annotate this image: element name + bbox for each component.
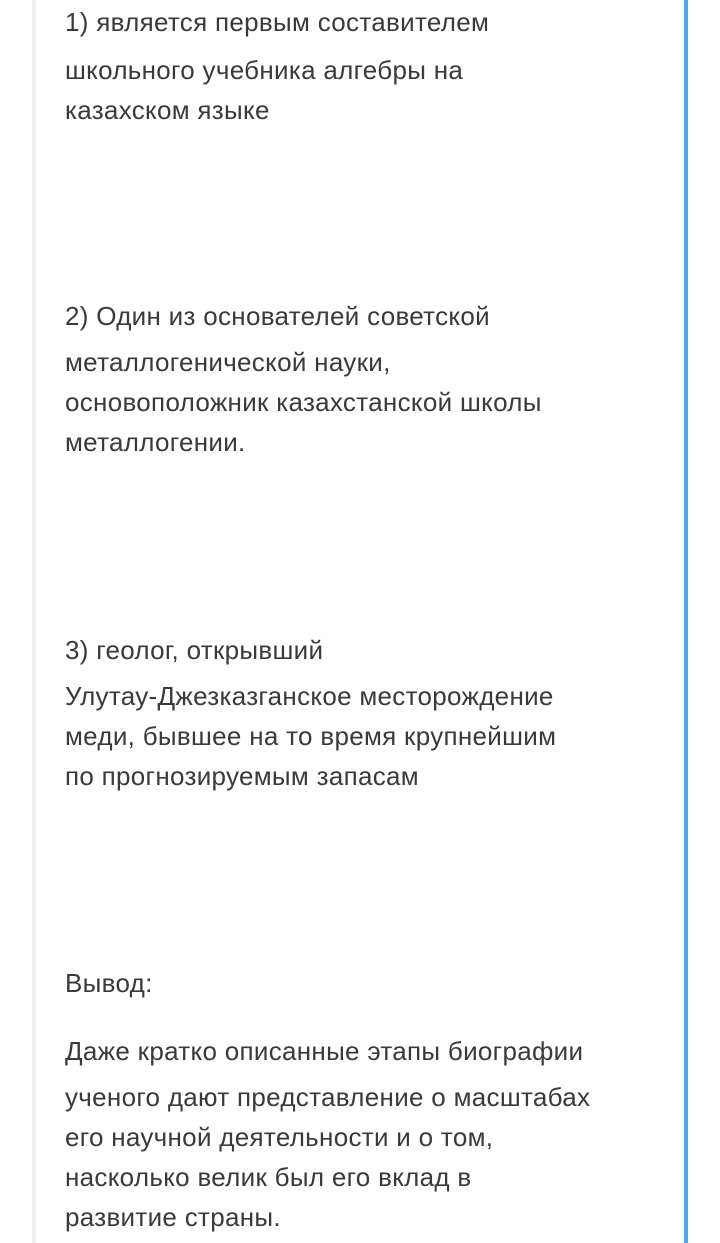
conclusion-heading — [65, 963, 665, 1003]
answer-line: Улутау-Джезказганское месторождение — [65, 681, 554, 711]
conclusion-line: ученого дают представление о масштабах — [65, 1082, 591, 1112]
conclusion-text — [65, 1031, 665, 1237]
conclusion-line: насколько велик был его вклад в — [65, 1162, 472, 1192]
answer-line: металлогении. — [65, 427, 246, 457]
answer-line: основоположник казахстанской школы — [65, 387, 542, 417]
left-edge-divider — [32, 0, 36, 1243]
answer-line: 3) геолог, открывший — [65, 635, 324, 665]
conclusion-line: развитие страны. — [65, 1202, 281, 1232]
answer-line: по прогнозируемым запасам — [65, 761, 419, 791]
conclusion-heading-text: Вывод: — [65, 968, 153, 998]
conclusion-line: его научной деятельности и о том, — [65, 1122, 494, 1152]
answer-line: казахском языке — [65, 95, 270, 125]
answer-line: меди, бывшее на то время крупнейшим — [65, 721, 557, 751]
answer-line: 2) Один из основателей советской — [65, 301, 490, 331]
answer-line: школьного учебника алгебры на — [65, 55, 464, 85]
answer-item-2 — [65, 296, 665, 462]
answer-line: 1) является первым составителем — [65, 7, 490, 37]
answer-item-1 — [65, 4, 665, 130]
answer-item-3 — [65, 630, 665, 796]
answer-line: металлогенической науки, — [65, 347, 391, 377]
answer-border — [684, 0, 688, 1243]
conclusion-line: Даже кратко описанные этапы биографии — [65, 1036, 584, 1066]
